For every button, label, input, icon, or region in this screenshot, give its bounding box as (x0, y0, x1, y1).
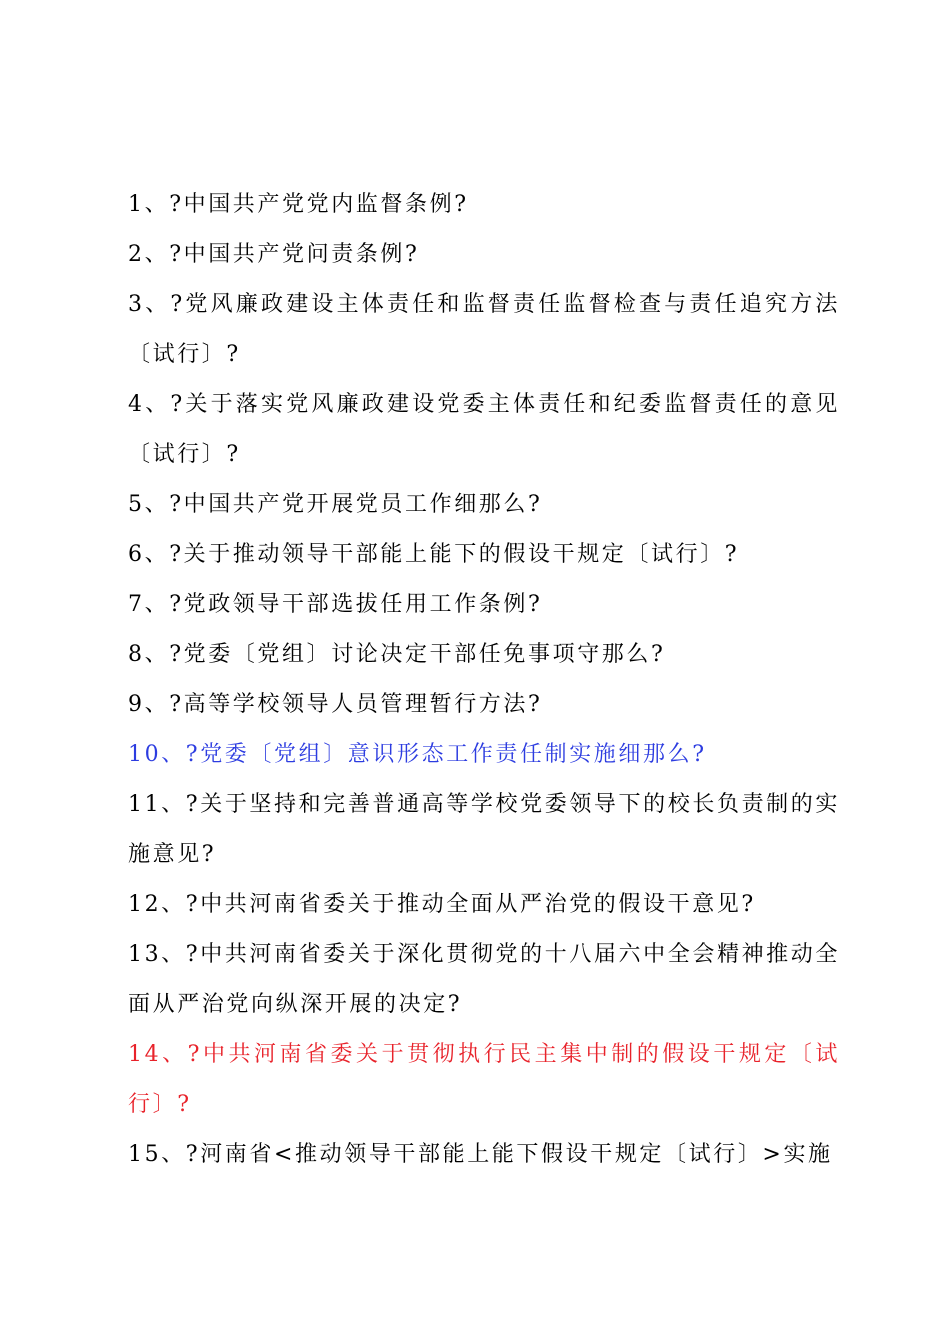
list-item: 12、?中共河南省委关于推动全面从严治党的假设干意见? (128, 892, 756, 917)
list-item: 6、?关于推动领导干部能上能下的假设干规定〔试行〕? (128, 542, 740, 567)
list-item: 15、?河南省<推动领导干部能上能下假设干规定〔试行〕>实施 (128, 1142, 833, 1167)
list-item: 1、?中国共产党党内监督条例? (128, 192, 469, 217)
list-item: 4、?关于落实党风廉政建设党委主体责任和纪委监督责任的意见〔试行〕? (128, 392, 840, 467)
list-item: 11、?关于坚持和完善普通高等学校党委领导下的校长负责制的实施意见? (128, 792, 840, 867)
list-item: 2、?中国共产党问责条例? (128, 242, 420, 267)
regulation-list (128, 180, 840, 1180)
list-item: 8、?党委〔党组〕讨论决定干部任免事项守那么? (128, 642, 666, 667)
list-item: 3、?党风廉政建设主体责任和监督责任监督检查与责任追究方法〔试行〕? (128, 292, 840, 367)
list-item: 13、?中共河南省委关于深化贯彻党的十八届六中全会精神推动全面从严治党向纵深开展的决定? (128, 942, 840, 1017)
list-item-highlighted-blue: 10、?党委〔党组〕意识形态工作责任制实施细那么? (128, 742, 707, 767)
list-item: 7、?党政领导干部选拔任用工作条例? (128, 592, 543, 617)
list-item: 9、?高等学校领导人员管理暂行方法? (128, 692, 543, 717)
list-item-highlighted-red: 14、?中共河南省委关于贯彻执行民主集中制的假设干规定〔试行〕? (128, 1042, 840, 1117)
list-item: 5、?中国共产党开展党员工作细那么? (128, 492, 543, 517)
